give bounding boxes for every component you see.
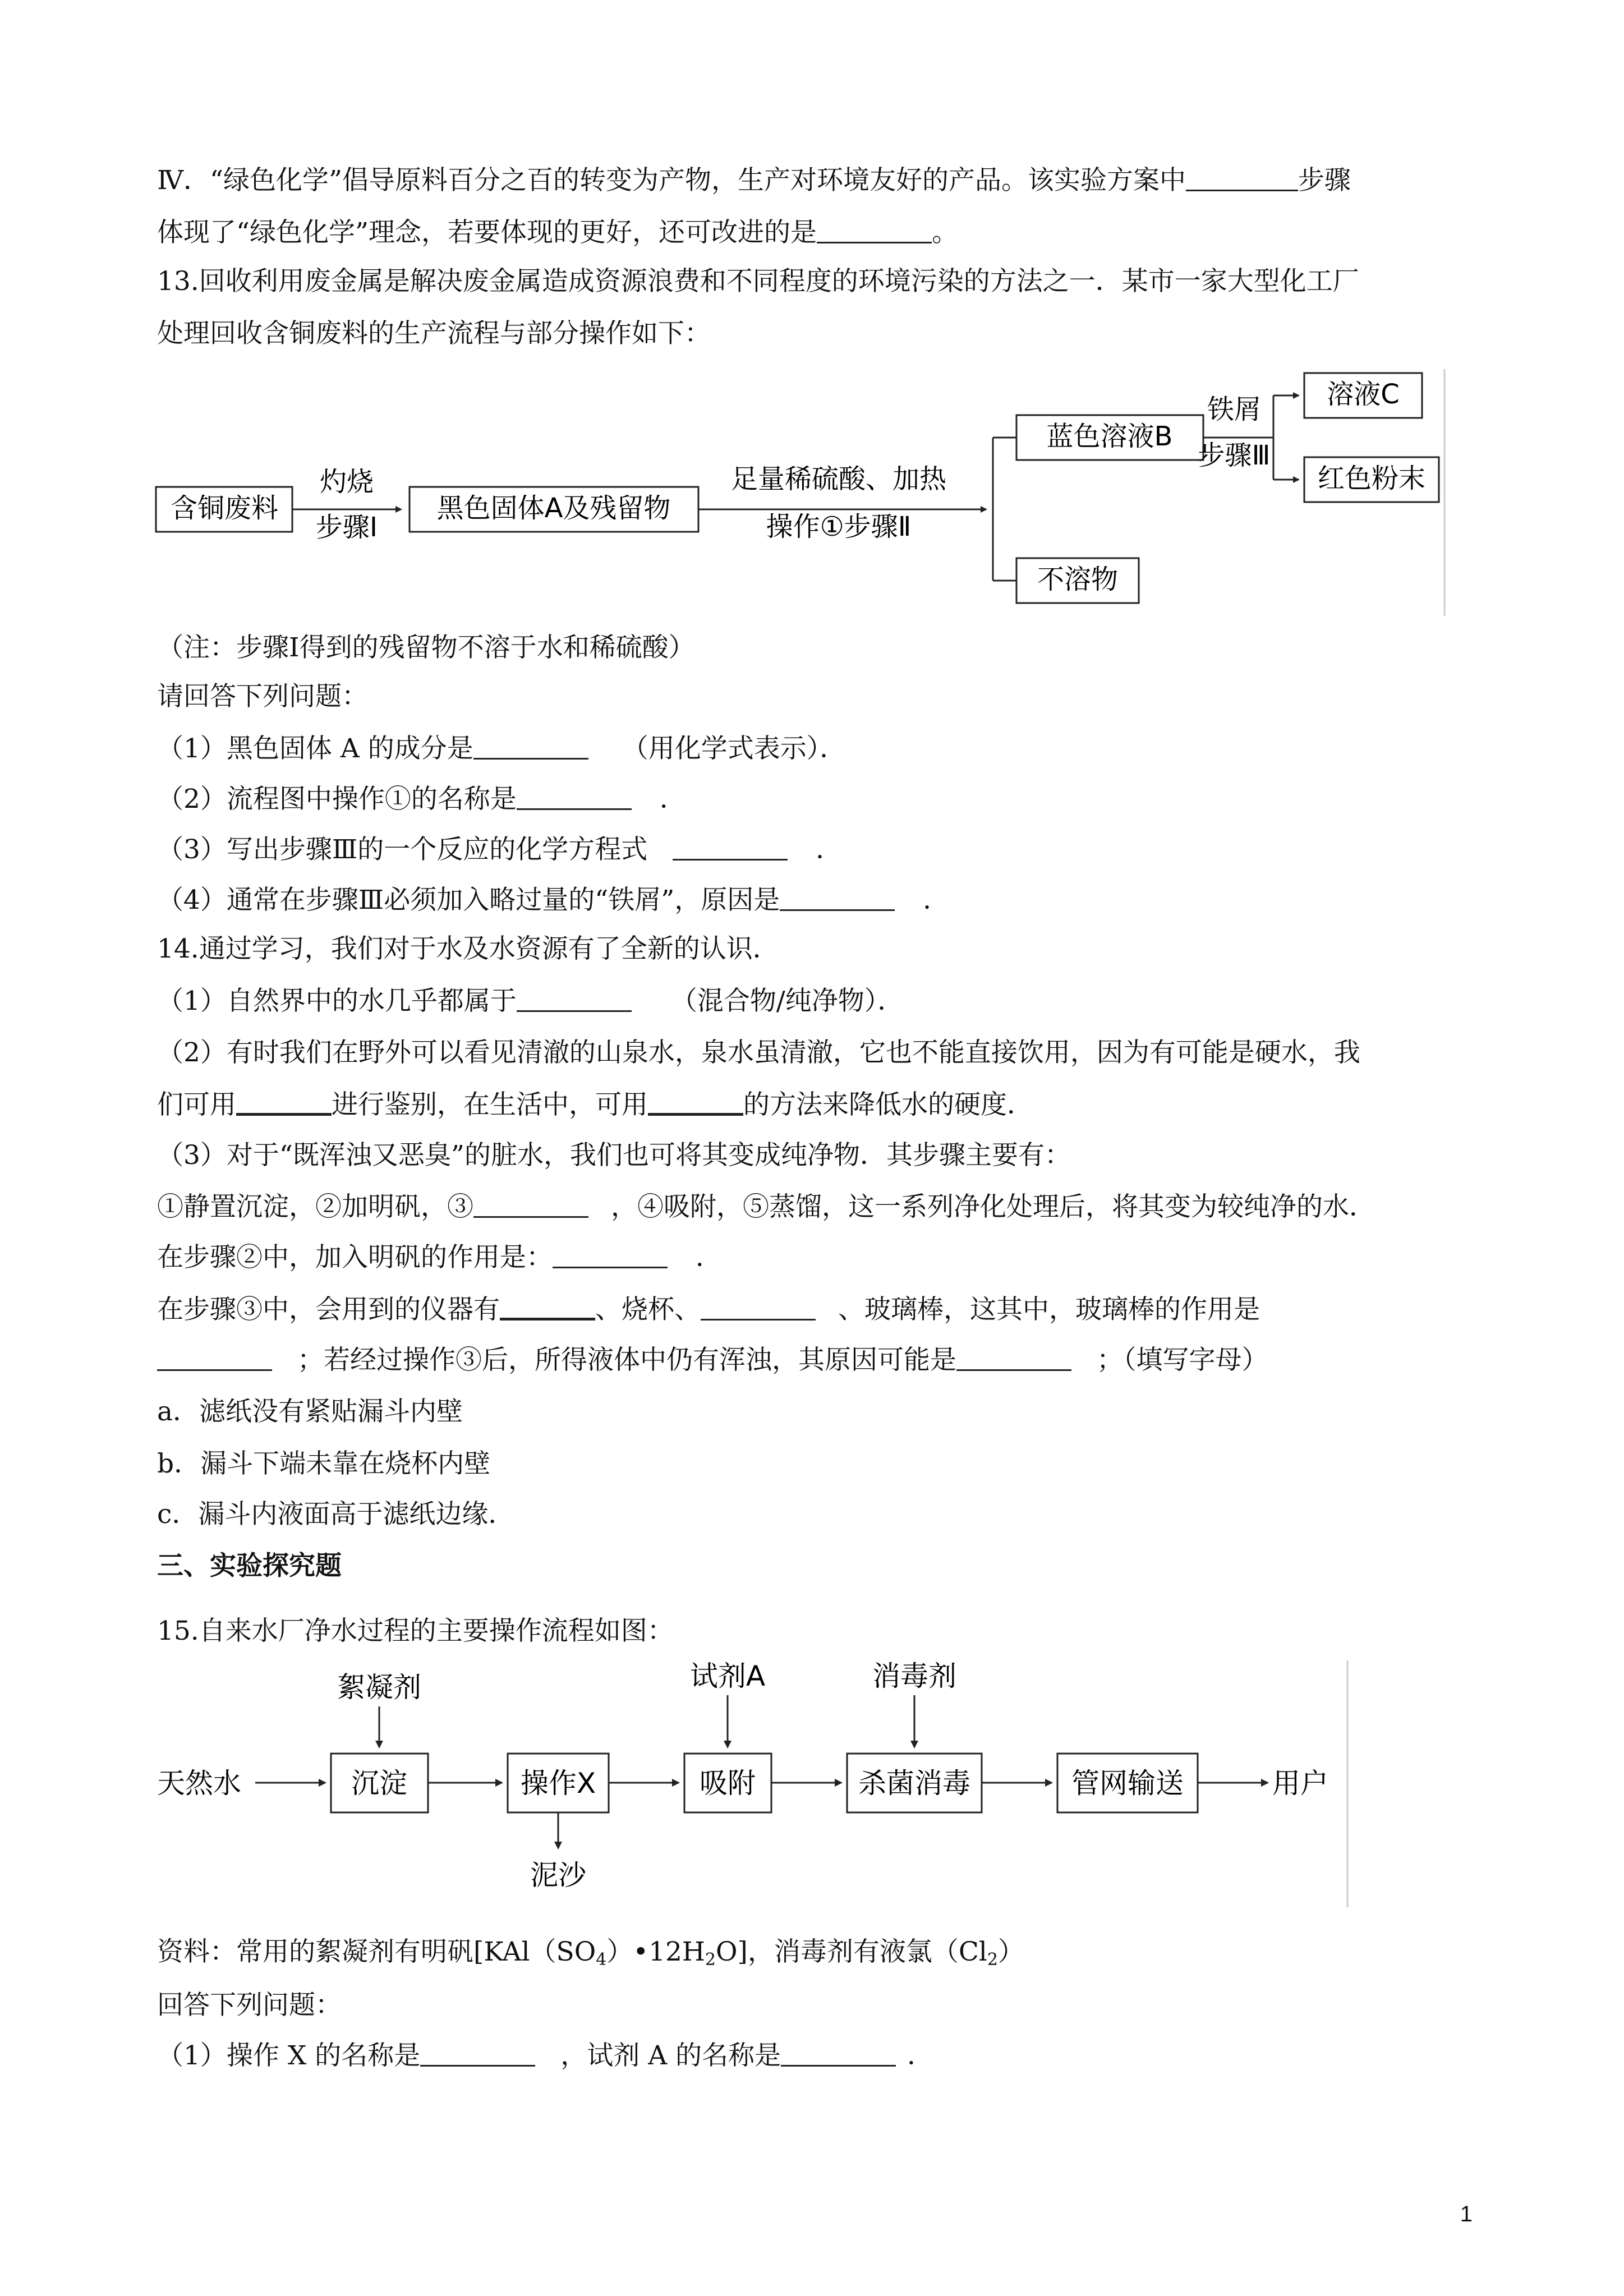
option-a: a．滤纸没有紧贴漏斗内壁 (157, 1396, 463, 1427)
box-operation-x-label: 操作X (520, 1767, 596, 1800)
answer-blank[interactable] (781, 2042, 896, 2067)
answer-blank[interactable] (1186, 167, 1298, 191)
answer-blank[interactable] (517, 988, 632, 1012)
box-copper-waste-label: 含铜废料 (170, 493, 279, 524)
question-14-step3-cont: ；若经过操作③后，所得液体中仍有浑浊，其原因可能是 ；（填写字母） (157, 1343, 1268, 1377)
question-14-text: 14.通过学习，我们对于水及水资源有了全新的认识． (157, 933, 779, 964)
box-pipeline-label: 管网输送 (1071, 1767, 1184, 1800)
instruction-13: 请回答下列问题： (157, 681, 368, 712)
question-14-3: （3）对于“既浑浊又恶臭”的脏水，我们也可将其变成纯净物．其步骤主要有： (157, 1140, 1071, 1171)
option-c: c．漏斗内液面高于滤纸边缘． (157, 1499, 515, 1530)
label-flocculant: 絮凝剂 (337, 1671, 421, 1704)
flowchart-13 (151, 365, 1453, 625)
question-14-2: （2）有时我们在野外可以看见清澈的山泉水，泉水虽清澈，它也不能直接饮用，因为有可能是硬水，我 (157, 1037, 1360, 1068)
question-13-text-cont: 处理回收含铜废料的生产流程与部分操作如下： (157, 318, 711, 349)
question-13-text: 13.回收利用废金属是解决废金属造成资源浪费和不同程度的环境污染的方法之一．某市一家大型化工厂 (157, 266, 1359, 297)
label-roasting: 灼烧 (319, 466, 374, 498)
answer-blank[interactable] (701, 1296, 816, 1320)
question-13-2: （2）流程图中操作①的名称是 ． (157, 784, 686, 815)
box-red-powder-label: 红色粉末 (1317, 463, 1426, 494)
label-disinfectant: 消毒剂 (872, 1660, 956, 1692)
box-insoluble-label: 不溶物 (1037, 564, 1119, 595)
answer-blank[interactable] (157, 1347, 272, 1371)
section-heading-3: 三、实验探究题 (157, 1550, 342, 1581)
instruction-15: 回答下列问题： (157, 1990, 342, 2021)
box-disinfection-label: 杀菌消毒 (858, 1767, 970, 1800)
answer-blank[interactable] (517, 786, 632, 810)
info-15: 资料：常用的絮凝剂有明矾$[KAl(SO_4)•12H_2O]$，消毒剂有液氯$(Cl_2)$ (157, 1936, 1024, 1970)
answer-blank[interactable] (553, 1244, 668, 1268)
label-acid-heat: 足量稀硫酸、加热 (730, 463, 947, 495)
question-14-3-steps: ①静置沉淀，②加明矾，③ ，④吸附，⑤蒸馏，这一系列净化处理后，将其变为较纯净的水． (157, 1191, 1375, 1222)
question-13-1: （1）黑色固体 A 的成分是 （用化学式表示）． (157, 733, 846, 764)
label-step-2: 操作①步骤Ⅱ (766, 511, 912, 542)
answer-blank[interactable] (817, 219, 932, 243)
answer-blank[interactable] (473, 735, 588, 760)
box-blue-solution-label: 蓝色溶液B (1046, 421, 1173, 452)
answer-blank[interactable] (780, 887, 895, 911)
page-number: 1 (1460, 2202, 1473, 2226)
label-step-3: 步骤Ⅲ (1198, 440, 1271, 471)
label-users: 用户 (1272, 1767, 1328, 1800)
answer-blank[interactable] (473, 1194, 588, 1218)
answer-blank[interactable] (500, 1295, 595, 1320)
question-14-step2: 在步骤②中，加入明矾的作用是： ． (157, 1242, 722, 1273)
question-13-3: （3）写出步骤Ⅲ的一个反应的化学方程式 ． (157, 834, 843, 865)
box-black-solid-label: 黑色固体A及残留物 (436, 493, 671, 524)
label-reagent-a: 试剂A (689, 1660, 766, 1692)
box-sedimentation-label: 沉淀 (351, 1767, 407, 1800)
option-b: b．漏斗下端未靠在烧杯内壁 (157, 1448, 491, 1479)
label-step-1: 步骤Ⅰ (315, 512, 378, 543)
answer-blank[interactable] (673, 836, 788, 861)
text-line-iv-cont: 体现了“绿色化学”理念，若要体现的更好，还可改进的是 。 (157, 217, 959, 248)
text-line-iv: Ⅳ．“绿色化学”倡导原料百分之百的转变为产物，生产对环境友好的产品。该实验方案中 步骤 (157, 165, 1351, 196)
answer-blank[interactable] (648, 1091, 743, 1116)
question-14-1: （1）自然界中的水几乎都属于 （混合物/纯净物）． (157, 986, 904, 1016)
note-13: （注：步骤Ⅰ得到的残留物不溶于水和稀硫酸） (157, 632, 695, 663)
question-14-2-cont: 们可用 进行鉴别，在生活中，可用 的方法来降低水的硬度． (157, 1089, 1033, 1120)
label-natural-water: 天然水 (157, 1767, 241, 1800)
answer-blank[interactable] (956, 1347, 1071, 1371)
box-adsorption-label: 吸附 (700, 1767, 756, 1800)
question-15-text: 15.自来水厂净水过程的主要操作流程如图： (157, 1616, 674, 1646)
answer-blank[interactable] (236, 1091, 332, 1116)
question-15-1: （1）操作 X 的名称是 ，试剂 A 的名称是 ． (157, 2040, 934, 2071)
label-iron-filings: 铁屑 (1207, 394, 1262, 425)
question-13-4: （4）通常在步骤Ⅲ必须加入略过量的“铁屑”，原因是 ． (157, 885, 950, 915)
label-silt: 泥沙 (530, 1859, 586, 1892)
box-solution-c-label: 溶液C (1327, 379, 1400, 410)
question-14-step3: 在步骤③中，会用到的仪器有 、烧杯、 、玻璃棒，这其中，玻璃棒的作用是 (157, 1294, 1260, 1325)
answer-blank[interactable] (420, 2042, 535, 2067)
flowchart-15 (151, 1655, 1358, 1915)
